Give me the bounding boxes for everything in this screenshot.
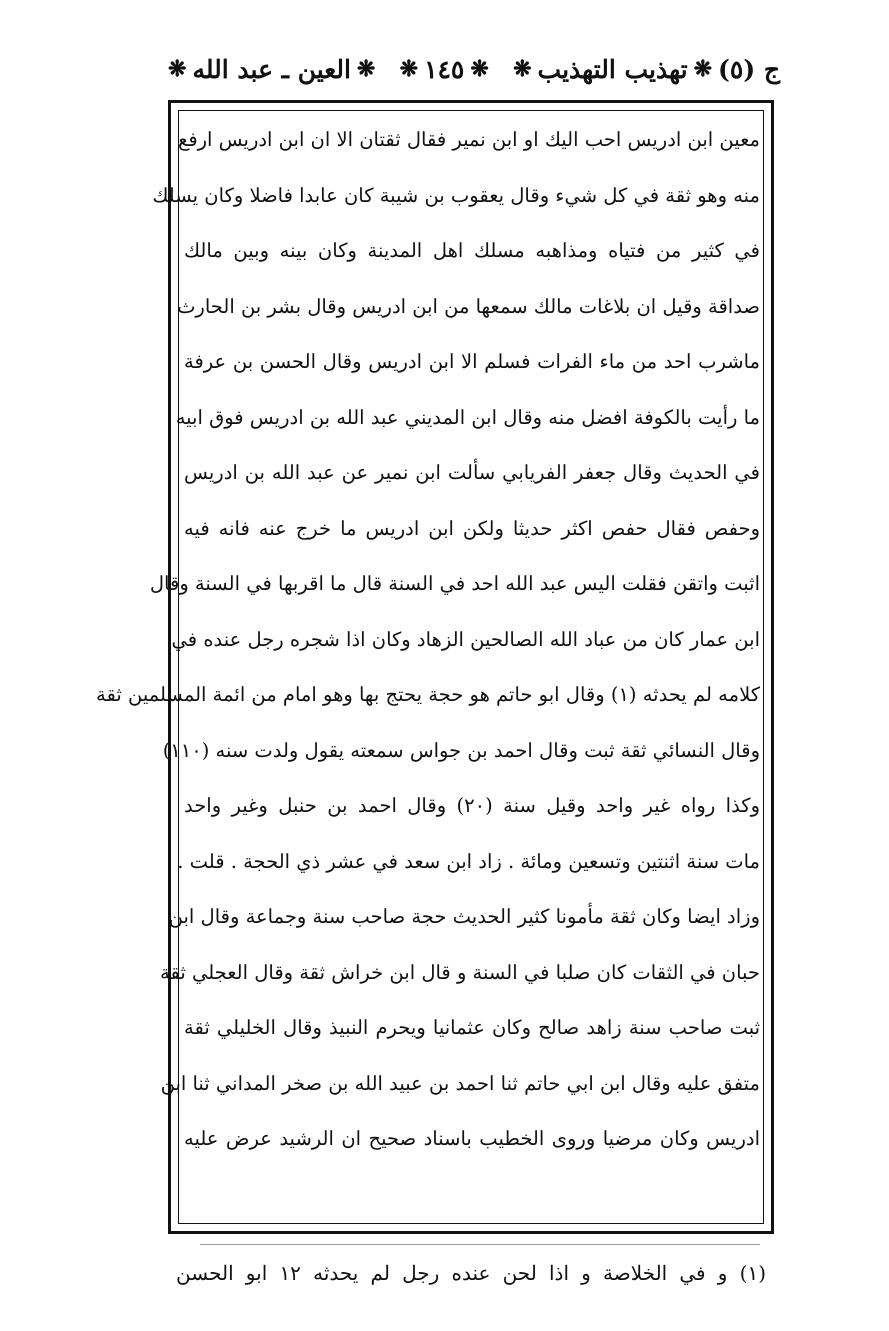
text-line: اثبت واتقن فقلت اليس عبد الله احد في السنة قال ما اقربها في السنة وقال (149, 572, 760, 595)
page-number-group (400, 55, 489, 84)
volume-label: ج (٥) (718, 54, 780, 84)
ornament-icon: ❋ (693, 56, 713, 82)
section-label-group (168, 55, 375, 84)
text-line: وحفص فقال حفص اكثر حديثا ولكن ابن ادريس ما خرج عنه فانه فيه (184, 516, 760, 540)
text-line: منه وهو ثقة في كل شيء وقال يعقوب بن شيبة كان عابدا فاضلا وكان يسلك (152, 183, 760, 207)
text-line: ما رأيت بالكوفة افضل منه وقال ابن المديني عبد الله بن ادريس فوق ابيه (175, 405, 760, 429)
text-line: وزاد ايضا وكان ثقة مأمونا كثير الحديث حجة صاحب سنة وجماعة وقال ابن (168, 905, 760, 928)
ornament-icon: ❋ (470, 56, 489, 82)
text-line: في كثير من فتياه ومذاهبه مسلك اهل المدينة وكان بينه وبين مالك (184, 239, 760, 262)
ornament-icon: ❋ (513, 56, 532, 82)
text-line: صداقة وقيل ان بلاغات مالك سمعها من ابن ادريس وقال بشر بن الحارث (177, 294, 760, 318)
text-line: مات سنة اثنتين وتسعين ومائة . زاد ابن سعد في عشر ذي الحجة . قلت . (177, 849, 760, 873)
text-line: وكذا رواه غير واحد وقيل سنة (٢٠) وقال احمد بن حنبل وغير واحد (184, 794, 761, 817)
text-line: في الحديث وقال جعفر الفريابي سألت ابن نمير عن عبد الله بن ادريس (184, 461, 760, 484)
footnote-divider (200, 1244, 760, 1245)
volume-label-group (513, 55, 780, 84)
ornament-icon: ❋ (168, 56, 187, 82)
text-line: ماشرب احد من ماء الفرات فسلم الا ابن ادريس وقال الحسن بن عرفة (184, 350, 760, 373)
text-line: ادريس وكان مرضيا وروى الخطيب باسناد صحيح ان الرشيد عرض عليه (184, 1127, 760, 1150)
ornament-icon: ❋ (356, 56, 376, 82)
text-line: ثبت صاحب سنة زاهد صالح وكان عثمانيا ويحرم النبيذ وقال الخليلي ثقة (184, 1016, 760, 1039)
text-line: كلامه لم يحدثه (١) وقال ابو حاتم هو حجة يحتج بها وهو امام من ائمة المسلمين ثقة (96, 683, 760, 706)
section-label: العين ـ عبد الله (192, 54, 351, 84)
page-number: ١٤٥ (424, 54, 465, 84)
text-line: ابن عمار كان من عباد الله الصالحين الزهاد وكان اذا شجره رجل عنده في (171, 627, 760, 651)
text-line: وقال النسائي ثقة ثبت وقال احمد بن جواس سمعته يقول ولدت سنه (١١٠) (162, 738, 760, 762)
text-line: معين ابن ادريس احب اليك او ابن نمير فقال ثقتان الا ان ابن ادريس ارفع (177, 128, 760, 151)
main-text-block (96, 112, 761, 1222)
running-header (168, 44, 780, 94)
book-title: تهذيب التهذيب (537, 54, 688, 84)
footnote: (١) و في الخلاصة و اذا لحن عنده رجل لم يحدثه ١٢ ابو الحسن (176, 1261, 766, 1285)
text-line: حبان في الثقات كان صلبا في السنة و قال ابن خراش ثقة وقال العجلي ثقة (160, 960, 760, 984)
ornament-icon: ❋ (399, 56, 419, 82)
text-line: متفق عليه وقال ابن ابي حاتم ثنا احمد بن عبيد الله بن صخر المداني ثنا ابن (160, 1071, 760, 1095)
